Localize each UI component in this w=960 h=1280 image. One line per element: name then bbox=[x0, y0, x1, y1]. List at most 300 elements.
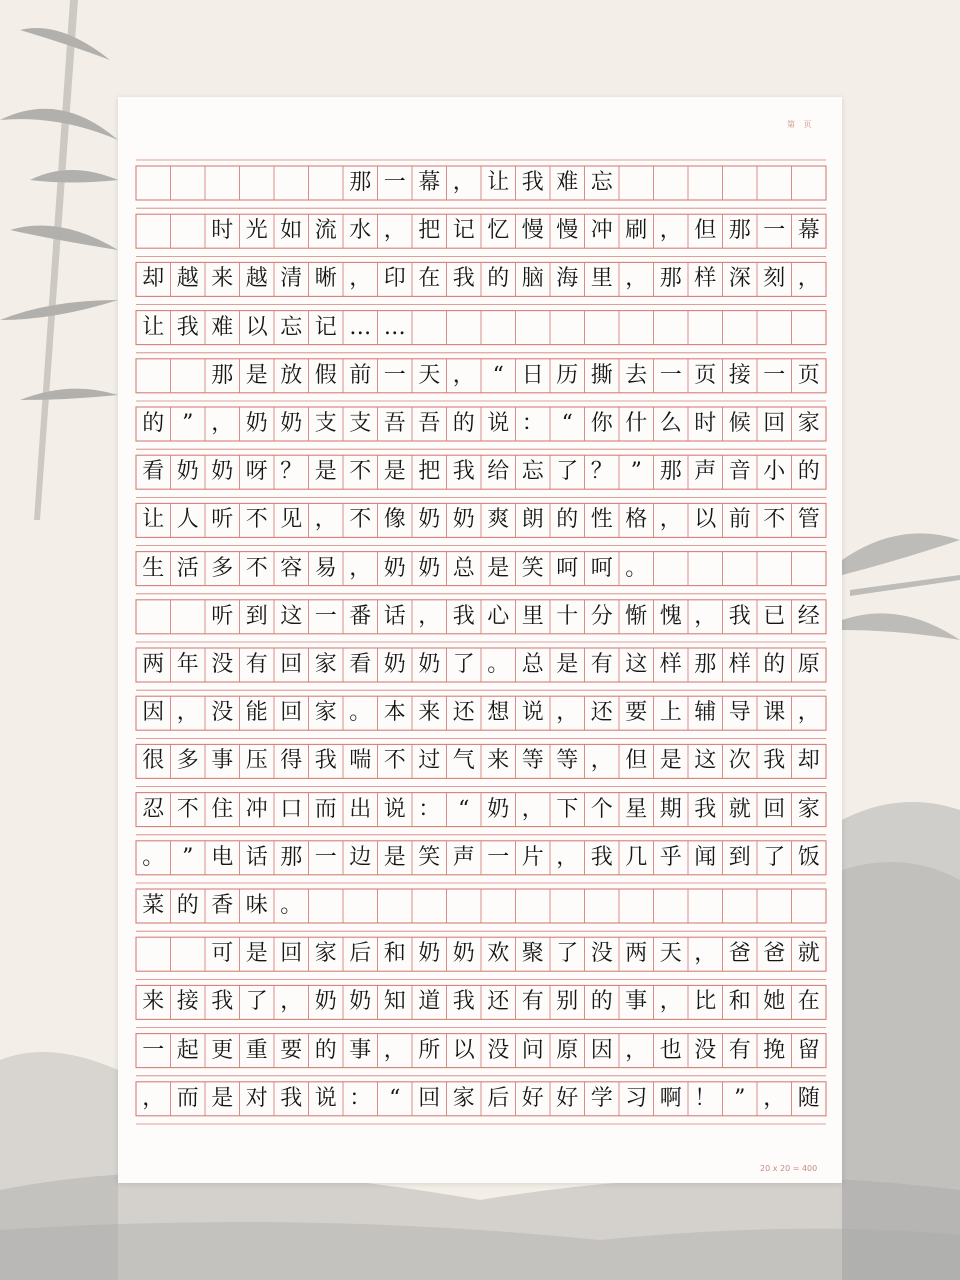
grid-character: 前 bbox=[349, 362, 372, 388]
grid-character: 想 bbox=[487, 700, 510, 726]
grid-character: 那 bbox=[659, 266, 682, 292]
grid-character: 忘 bbox=[280, 314, 303, 340]
grid-character: ： bbox=[418, 796, 441, 822]
grid-character: 没 bbox=[211, 652, 234, 677]
grid-character: 菜 bbox=[142, 893, 165, 918]
grid-character: ， bbox=[625, 1037, 648, 1063]
grid-character: 。 bbox=[349, 700, 372, 726]
grid-character: 几 bbox=[625, 844, 648, 870]
grid-character: 奶 bbox=[245, 411, 268, 436]
grid-character: 的 bbox=[142, 411, 165, 436]
grid-character: 。 bbox=[142, 844, 165, 870]
grid-character: 如 bbox=[280, 218, 303, 244]
grid-character: 声 bbox=[694, 459, 717, 485]
grid-character: 候 bbox=[728, 411, 751, 436]
grid-character: ， bbox=[383, 218, 406, 244]
grid-character: 道 bbox=[418, 989, 441, 1015]
grid-character: 奶 bbox=[280, 411, 303, 436]
grid-character: 心 bbox=[487, 603, 510, 629]
grid-character: 。 bbox=[487, 652, 510, 677]
grid-character: 以 bbox=[452, 1037, 475, 1063]
grid-character: ！ bbox=[694, 1085, 717, 1111]
grid-character: 给 bbox=[487, 459, 510, 485]
grid-character: ， bbox=[625, 266, 648, 292]
grid-character: 等 bbox=[521, 748, 544, 774]
grid-character: 是 bbox=[211, 1085, 234, 1111]
grid-character: 而 bbox=[314, 796, 337, 822]
grid-character: 一 bbox=[763, 218, 786, 244]
grid-character: 幕 bbox=[418, 170, 441, 195]
grid-character: 奶 bbox=[383, 555, 406, 581]
grid-character: 但 bbox=[694, 218, 717, 244]
grid-character: 来 bbox=[142, 989, 165, 1015]
grid-character: 页 bbox=[797, 362, 820, 388]
grid-character: 忍 bbox=[142, 796, 165, 822]
grid-character: 越 bbox=[176, 266, 199, 292]
grid-character: 口 bbox=[280, 796, 303, 822]
grid-character: 的 bbox=[176, 893, 199, 918]
grid-character: 一 bbox=[142, 1037, 165, 1063]
grid-character: 一 bbox=[314, 844, 337, 870]
grid-character: 分 bbox=[590, 603, 613, 629]
grid-character: 里 bbox=[590, 266, 613, 292]
grid-character: 有 bbox=[590, 652, 613, 677]
grid-character: 越 bbox=[245, 266, 268, 292]
grid-character: 比 bbox=[694, 989, 717, 1015]
grid-character: 我 bbox=[280, 1085, 303, 1111]
grid-character: ” bbox=[182, 411, 194, 436]
grid-character: 来 bbox=[211, 266, 234, 292]
grid-character: ， bbox=[176, 700, 199, 726]
grid-character: 和 bbox=[383, 941, 406, 967]
grid-character: 乎 bbox=[659, 844, 682, 870]
grid-character: 样 bbox=[659, 652, 682, 677]
grid-character: 撕 bbox=[590, 362, 613, 388]
grid-character: 导 bbox=[728, 700, 751, 726]
grid-character: 后 bbox=[487, 1085, 510, 1111]
grid-character: 闻 bbox=[694, 844, 717, 870]
grid-character: 得 bbox=[280, 748, 303, 774]
grid-character: 一 bbox=[487, 844, 510, 870]
grid-character: 因 bbox=[142, 700, 165, 726]
grid-character: 生 bbox=[142, 555, 165, 581]
grid-character: 天 bbox=[418, 362, 441, 388]
grid-character: 没 bbox=[211, 700, 234, 726]
grid-character: ” bbox=[630, 459, 642, 485]
grid-character: ， bbox=[659, 218, 682, 244]
grid-character: 我 bbox=[211, 989, 234, 1015]
grid-character: 欢 bbox=[487, 941, 510, 967]
grid-character: ， bbox=[556, 700, 579, 726]
grid-character: 。 bbox=[625, 555, 648, 581]
grid-character: 不 bbox=[383, 748, 406, 774]
grid-character: 奶 bbox=[418, 652, 441, 677]
grid-character: 说 bbox=[487, 411, 510, 436]
grid-character: 的 bbox=[487, 266, 510, 292]
grid-character: 刷 bbox=[625, 218, 648, 244]
grid-character: ， bbox=[383, 1037, 406, 1063]
grid-character: … bbox=[383, 314, 406, 340]
grid-character: 次 bbox=[728, 748, 751, 774]
grid-character: 家 bbox=[314, 941, 337, 967]
grid-character: 奶 bbox=[383, 652, 406, 677]
grid-character: 声 bbox=[452, 844, 475, 870]
grid-character: 爸 bbox=[728, 941, 751, 967]
grid-character: 回 bbox=[418, 1085, 441, 1111]
grid-character: 奶 bbox=[176, 459, 199, 485]
grid-character: ” bbox=[734, 1085, 746, 1111]
grid-character: 一 bbox=[383, 170, 406, 195]
grid-character: 没 bbox=[590, 941, 613, 967]
grid-character: 那 bbox=[694, 652, 717, 677]
page-number-label: 第 页 bbox=[787, 120, 815, 129]
grid-character: … bbox=[349, 314, 372, 340]
grid-character: 知 bbox=[383, 989, 406, 1015]
grid-character: 后 bbox=[349, 941, 372, 967]
grid-size-label: 20 x 20 = 400 bbox=[760, 1164, 818, 1173]
grid-character: ： bbox=[521, 411, 544, 436]
grid-character: 水 bbox=[349, 218, 372, 244]
grid-character: 到 bbox=[245, 603, 268, 629]
grid-character: 别 bbox=[556, 989, 579, 1015]
grid-character: 流 bbox=[314, 218, 337, 244]
grid-character: 一 bbox=[383, 362, 406, 388]
grid-character: 那 bbox=[349, 170, 372, 195]
grid-character: 住 bbox=[211, 796, 234, 822]
grid-character: 所 bbox=[418, 1037, 441, 1063]
grid-character: 我 bbox=[452, 266, 475, 292]
grid-character: 本 bbox=[383, 700, 406, 726]
grid-character: 了 bbox=[245, 989, 268, 1015]
grid-character: 不 bbox=[349, 459, 372, 485]
grid-character: “ bbox=[561, 411, 573, 436]
grid-character: 我 bbox=[452, 459, 475, 485]
grid-character: 去 bbox=[625, 362, 648, 388]
grid-character: 呵 bbox=[556, 555, 579, 581]
grid-character: ， bbox=[280, 989, 303, 1015]
grid-character: ， bbox=[349, 555, 372, 581]
grid-character: 是 bbox=[314, 459, 337, 485]
grid-character: 冲 bbox=[590, 218, 613, 244]
grid-character: 来 bbox=[487, 748, 510, 774]
grid-character: 还 bbox=[590, 700, 613, 726]
grid-character: 了 bbox=[452, 652, 475, 677]
grid-character: 留 bbox=[797, 1037, 820, 1063]
grid-character: ， bbox=[452, 362, 475, 388]
grid-character: 什 bbox=[625, 411, 648, 436]
grid-character: 多 bbox=[211, 555, 234, 581]
grid-character: 支 bbox=[314, 411, 337, 436]
grid-character: 让 bbox=[142, 314, 165, 340]
grid-character: 奶 bbox=[349, 989, 372, 1015]
grid-character: 有 bbox=[728, 1037, 751, 1063]
grid-character: 的 bbox=[556, 507, 579, 533]
grid-character: 日 bbox=[521, 362, 544, 388]
grid-character: 是 bbox=[383, 844, 406, 870]
grid-character: 在 bbox=[797, 989, 820, 1015]
grid-character: ： bbox=[349, 1085, 372, 1111]
grid-character: ， bbox=[452, 170, 475, 195]
grid-character: 不 bbox=[763, 507, 786, 533]
grid-character: 是 bbox=[383, 459, 406, 485]
grid-character: 但 bbox=[625, 748, 648, 774]
grid-character: 的 bbox=[763, 652, 786, 677]
grid-character: 很 bbox=[142, 748, 165, 774]
grid-character: 活 bbox=[176, 555, 199, 581]
grid-character: 海 bbox=[556, 266, 579, 292]
grid-character: 让 bbox=[142, 507, 165, 533]
grid-character: 家 bbox=[314, 652, 337, 677]
grid-character: 要 bbox=[625, 700, 648, 726]
grid-character: 把 bbox=[418, 218, 441, 244]
grid-character: 冲 bbox=[245, 796, 268, 822]
grid-character: 不 bbox=[176, 796, 199, 822]
grid-character: ” bbox=[182, 844, 194, 870]
grid-character: 回 bbox=[280, 941, 303, 967]
grid-character: 奶 bbox=[418, 941, 441, 967]
grid-character: 和 bbox=[728, 989, 751, 1015]
grid-character: ， bbox=[418, 603, 441, 629]
grid-character: 我 bbox=[694, 796, 717, 822]
grid-character: 回 bbox=[280, 652, 303, 677]
grid-character: 这 bbox=[280, 603, 303, 629]
grid-character: 我 bbox=[452, 989, 475, 1015]
grid-character: “ bbox=[492, 362, 504, 388]
grid-character: 起 bbox=[176, 1037, 199, 1063]
grid-character: 我 bbox=[176, 314, 199, 340]
grid-character: 随 bbox=[797, 1085, 820, 1111]
grid-character: 是 bbox=[245, 941, 268, 967]
grid-character: 能 bbox=[245, 700, 268, 726]
grid-character: 奶 bbox=[452, 507, 475, 533]
grid-character: ， bbox=[694, 603, 717, 629]
grid-character: 小 bbox=[763, 459, 786, 485]
grid-character: 要 bbox=[280, 1037, 303, 1063]
grid-character: 忘 bbox=[590, 170, 613, 195]
grid-character: 压 bbox=[245, 748, 268, 774]
grid-character: 还 bbox=[487, 989, 510, 1015]
grid-character: 幕 bbox=[797, 218, 820, 244]
grid-character: 两 bbox=[625, 941, 648, 967]
grid-character: ， bbox=[521, 796, 544, 822]
grid-character: 是 bbox=[556, 652, 579, 677]
grid-character: 以 bbox=[694, 507, 717, 533]
grid-character: 里 bbox=[521, 603, 544, 629]
grid-character: 的 bbox=[590, 989, 613, 1015]
grid-character: 我 bbox=[452, 603, 475, 629]
grid-character: 不 bbox=[349, 507, 372, 533]
grid-character: 聚 bbox=[521, 941, 544, 967]
grid-character: 我 bbox=[521, 170, 544, 195]
grid-character: 说 bbox=[521, 700, 544, 726]
grid-character: 难 bbox=[211, 314, 234, 340]
grid-character: 爸 bbox=[763, 941, 786, 967]
grid-character: 奶 bbox=[452, 941, 475, 967]
grid-character: 是 bbox=[659, 748, 682, 774]
grid-character: ， bbox=[694, 941, 717, 967]
grid-character: 你 bbox=[590, 411, 613, 436]
grid-character: 么 bbox=[659, 411, 682, 436]
grid-character: 奶 bbox=[418, 507, 441, 533]
grid-character: 的 bbox=[452, 411, 475, 436]
grid-character: 朗 bbox=[521, 507, 544, 533]
grid-character: 前 bbox=[728, 507, 751, 533]
grid-character: 话 bbox=[245, 844, 268, 870]
grid-character: 是 bbox=[245, 362, 268, 388]
grid-character: 容 bbox=[280, 555, 303, 581]
grid-character: 音 bbox=[728, 459, 751, 485]
grid-character: 因 bbox=[590, 1037, 613, 1063]
grid-character: 习 bbox=[625, 1085, 648, 1111]
grid-character: 吾 bbox=[418, 411, 441, 436]
grid-character: 让 bbox=[487, 170, 510, 195]
grid-character: 那 bbox=[659, 459, 682, 485]
grid-character: 两 bbox=[142, 652, 165, 677]
grid-character: 的 bbox=[314, 1037, 337, 1063]
grid-character: 慢 bbox=[521, 218, 544, 244]
grid-character: 也 bbox=[659, 1037, 682, 1063]
grid-character: 有 bbox=[521, 989, 544, 1015]
grid-character: 总 bbox=[452, 555, 475, 581]
grid-character: 家 bbox=[797, 411, 820, 436]
grid-character: 的 bbox=[797, 459, 820, 485]
grid-character: 难 bbox=[556, 170, 579, 195]
grid-character: 放 bbox=[280, 362, 303, 388]
grid-character: 假 bbox=[314, 362, 337, 388]
grid-character: 脑 bbox=[521, 266, 544, 292]
grid-character: 不 bbox=[245, 507, 268, 533]
grid-character: 上 bbox=[659, 700, 682, 726]
grid-character: 呀 bbox=[245, 459, 268, 485]
grid-character: 来 bbox=[418, 700, 441, 726]
grid-character: 我 bbox=[763, 748, 786, 774]
grid-character: 过 bbox=[418, 748, 441, 774]
grid-character: ， bbox=[556, 844, 579, 870]
grid-character: 我 bbox=[590, 844, 613, 870]
grid-character: 深 bbox=[728, 266, 751, 292]
grid-character: 支 bbox=[349, 411, 372, 436]
grid-character: 时 bbox=[694, 411, 717, 436]
grid-character: 刻 bbox=[763, 266, 786, 292]
grid-character: 好 bbox=[521, 1085, 544, 1111]
grid-character: 接 bbox=[176, 989, 199, 1015]
grid-character: 我 bbox=[314, 748, 337, 774]
grid-character: 问 bbox=[521, 1037, 544, 1063]
grid-character: 家 bbox=[797, 796, 820, 822]
grid-character: 事 bbox=[625, 989, 648, 1015]
grid-character: 记 bbox=[452, 218, 475, 244]
grid-character: 在 bbox=[418, 266, 441, 292]
grid-character: 有 bbox=[245, 652, 268, 677]
grid-character: 啊 bbox=[659, 1085, 682, 1111]
grid-character: 等 bbox=[556, 748, 579, 774]
grid-character: 惭 bbox=[625, 603, 648, 629]
grid-character: 事 bbox=[349, 1037, 372, 1063]
grid-character: 奶 bbox=[487, 796, 510, 822]
grid-character: 多 bbox=[176, 748, 199, 774]
grid-character: 经 bbox=[797, 603, 820, 629]
grid-character: 印 bbox=[383, 266, 406, 292]
grid-character: 却 bbox=[142, 266, 165, 292]
grid-character: 十 bbox=[556, 603, 579, 629]
grid-character: 话 bbox=[383, 603, 406, 629]
grid-character: 重 bbox=[245, 1037, 268, 1063]
grid-character: 我 bbox=[728, 603, 751, 629]
grid-character: ， bbox=[590, 748, 613, 774]
grid-character: 格 bbox=[625, 507, 648, 533]
grid-character: 了 bbox=[556, 941, 579, 967]
grid-character: 期 bbox=[659, 796, 682, 822]
grid-character: 出 bbox=[349, 796, 372, 822]
grid-character: 片 bbox=[521, 844, 544, 870]
grid-character: 清 bbox=[280, 266, 303, 292]
grid-character: 那 bbox=[211, 362, 234, 388]
grid-character: ， bbox=[797, 266, 820, 292]
grid-character: 她 bbox=[763, 989, 786, 1015]
grid-character: 家 bbox=[314, 700, 337, 726]
grid-character: 电 bbox=[211, 844, 234, 870]
grid-character: 对 bbox=[245, 1085, 268, 1111]
grid-character: 奶 bbox=[418, 555, 441, 581]
grid-character: 忘 bbox=[521, 459, 544, 485]
grid-character: 回 bbox=[280, 700, 303, 726]
grid-character: 把 bbox=[418, 459, 441, 485]
grid-character: 家 bbox=[452, 1085, 475, 1111]
grid-character: 见 bbox=[280, 507, 303, 533]
grid-character: 回 bbox=[763, 796, 786, 822]
grid-character: ， bbox=[314, 507, 337, 533]
grid-character: 历 bbox=[556, 362, 579, 388]
grid-character: 而 bbox=[176, 1085, 199, 1111]
grid-character: 看 bbox=[349, 652, 372, 677]
grid-character: 喘 bbox=[349, 748, 372, 774]
grid-character: 好 bbox=[556, 1085, 579, 1111]
grid-character: 慢 bbox=[556, 218, 579, 244]
grid-character: 说 bbox=[314, 1085, 337, 1111]
grid-character: 回 bbox=[763, 411, 786, 436]
grid-character: 像 bbox=[383, 507, 406, 533]
grid-character: 还 bbox=[452, 700, 475, 726]
grid-character: 样 bbox=[728, 652, 751, 677]
grid-character: “ bbox=[458, 796, 470, 822]
grid-character: 呵 bbox=[590, 555, 613, 581]
grid-character: 一 bbox=[763, 362, 786, 388]
grid-character: 样 bbox=[694, 266, 717, 292]
grid-character: 记 bbox=[314, 314, 337, 340]
grid-character: 年 bbox=[176, 652, 199, 677]
grid-character: 。 bbox=[280, 893, 303, 918]
grid-character: 听 bbox=[211, 603, 234, 629]
grid-character: 人 bbox=[176, 507, 199, 533]
grid-character: 更 bbox=[211, 1037, 234, 1063]
grid-character: 看 bbox=[142, 459, 165, 485]
grid-character: 了 bbox=[763, 844, 786, 870]
grid-character: 晰 bbox=[314, 266, 337, 292]
grid-character: 可 bbox=[211, 941, 234, 967]
grid-character: ， bbox=[349, 266, 372, 292]
grid-character: 性 bbox=[590, 507, 613, 533]
grid-character: 就 bbox=[797, 941, 820, 967]
grid-character: 星 bbox=[625, 796, 648, 822]
grid-character: 笑 bbox=[418, 844, 441, 870]
grid-character: 时 bbox=[211, 218, 234, 244]
grid-character: 爽 bbox=[487, 507, 510, 533]
grid-character: 挽 bbox=[763, 1037, 786, 1063]
grid-character: ， bbox=[659, 989, 682, 1015]
grid-character: 原 bbox=[797, 652, 820, 677]
grid-character: 奶 bbox=[211, 459, 234, 485]
grid-character: 味 bbox=[245, 893, 268, 918]
